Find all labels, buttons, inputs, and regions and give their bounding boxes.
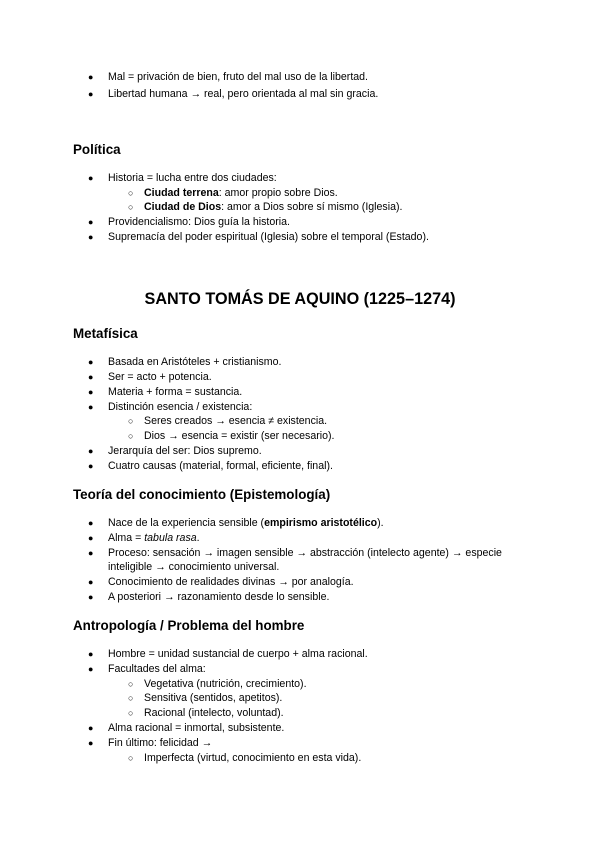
list-item-text: Alma racional = inmortal, subsistente. (108, 722, 285, 734)
bullet-icon: ● (88, 357, 94, 367)
sub-list-item-text: Vegetativa (nutrición, crecimiento). (144, 678, 307, 690)
section-heading-politica: Política (73, 142, 121, 157)
hollow-bullet-icon: ○ (128, 188, 134, 198)
list-item-text: Conocimiento de realidades divinas → por analogía. (108, 576, 354, 588)
sub-list-item-text: Seres creados → esencia ≠ existencia. (144, 415, 328, 427)
hollow-bullet-icon: ○ (128, 679, 134, 689)
bold-term: Ciudad terrena (144, 187, 219, 199)
hollow-bullet-icon: ○ (128, 753, 134, 763)
list-item-text: Mal = privación de bien, fruto del mal uso de la libertad. (108, 71, 368, 83)
bullet-icon: ● (88, 402, 94, 412)
bullet-icon: ● (88, 533, 94, 543)
hollow-bullet-icon: ○ (128, 693, 134, 703)
bullet-icon: ● (88, 372, 94, 382)
list-item-text: Materia + forma = sustancia. (108, 386, 243, 398)
list-item-text: Libertad humana → real, pero orientada al mal sin gracia. (108, 88, 379, 100)
bullet-icon: ● (88, 72, 94, 82)
bullet-icon: ● (88, 217, 94, 227)
sub-list-item-text: Dios → esencia = existir (ser necesario). (144, 430, 335, 442)
hollow-bullet-icon: ○ (128, 708, 134, 718)
list-item-text: A posteriori → razonamiento desde lo sensible. (108, 591, 330, 603)
section-heading-epistemologia: Teoría del conocimiento (Epistemología) (73, 487, 331, 502)
hollow-bullet-icon: ○ (128, 416, 134, 426)
sub-list-item-text: Ciudad de Dios: amor a Dios sobre sí mismo (Iglesia). (144, 201, 403, 213)
page-title: SANTO TOMÁS DE AQUINO (1225–1274) (144, 290, 456, 308)
bullet-icon: ● (88, 232, 94, 242)
bold-term: empirismo aristotélico (264, 517, 378, 529)
list-item-text: Ser = acto + potencia. (108, 371, 212, 383)
list-item-text: Providencialismo: Dios guía la historia. (108, 216, 290, 228)
hollow-bullet-icon: ○ (128, 202, 134, 212)
section-heading-metafisica: Metafísica (73, 326, 138, 341)
list-item-text: Proceso: sensación → imagen sensible → abstracción (intelecto agente) → especie (108, 547, 502, 559)
list-item-text: Alma = tabula rasa. (108, 532, 200, 544)
bullet-icon: ● (88, 592, 94, 602)
section-heading-antropologia: Antropología / Problema del hombre (73, 618, 305, 633)
list-item-text: Nace de la experiencia sensible (empirismo aristotélico). (108, 517, 384, 529)
bullet-icon: ● (88, 518, 94, 528)
bullet-icon: ● (88, 89, 94, 99)
hollow-bullet-icon: ○ (128, 431, 134, 441)
list-item-text: inteligible → conocimiento universal. (108, 561, 280, 573)
list-item-text: Jerarquía del ser: Dios supremo. (108, 445, 262, 457)
sub-list-item-text: Sensitiva (sentidos, apetitos). (144, 692, 283, 704)
bullet-icon: ● (88, 723, 94, 733)
bullet-icon: ● (88, 173, 94, 183)
bold-term: Ciudad de Dios (144, 201, 222, 213)
bullet-icon: ● (88, 461, 94, 471)
bullet-icon: ● (88, 446, 94, 456)
list-item-text: Facultades del alma: (108, 663, 206, 675)
list-item-text: Distinción esencia / existencia: (108, 401, 253, 413)
bullet-icon: ● (88, 577, 94, 587)
bullet-icon: ● (88, 738, 94, 748)
list-item-text: Basada en Aristóteles + cristianismo. (108, 356, 282, 368)
list-item-text: Supremacía del poder espiritual (Iglesia) sobre el temporal (Estado). (108, 231, 429, 243)
bullet-icon: ● (88, 664, 94, 674)
bullet-icon: ● (88, 387, 94, 397)
bullet-icon: ● (88, 649, 94, 659)
sub-list-item-text: Imperfecta (virtud, conocimiento en esta vida). (144, 752, 362, 764)
list-item-text: Historia = lucha entre dos ciudades: (108, 172, 277, 184)
bullet-icon: ● (88, 548, 94, 558)
italic-term: tabula rasa (144, 532, 197, 544)
list-item-text: Hombre = unidad sustancial de cuerpo + alma racional. (108, 648, 368, 660)
list-item-text: Cuatro causas (material, formal, eficiente, final). (108, 460, 333, 472)
sub-list-item-text: Ciudad terrena: amor propio sobre Dios. (144, 187, 338, 199)
list-item-text: Fin último: felicidad → (108, 737, 213, 749)
sub-list-item-text: Racional (intelecto, voluntad). (144, 707, 284, 719)
